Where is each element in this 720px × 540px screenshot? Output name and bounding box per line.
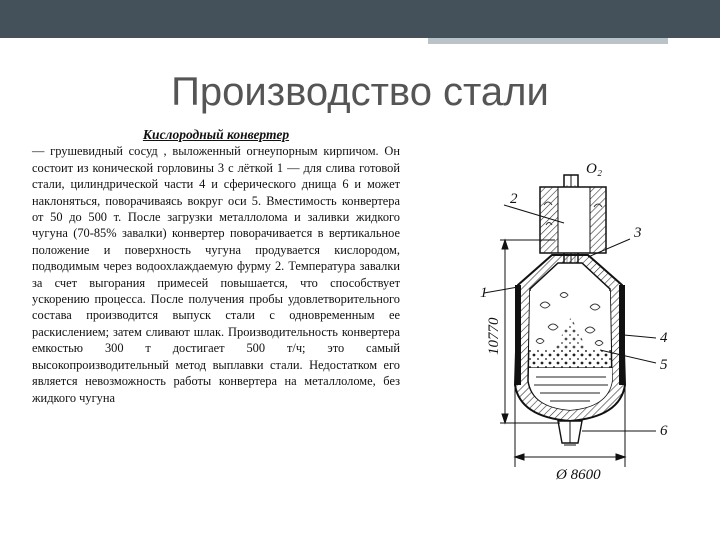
height-dimension-label: 10770	[486, 317, 502, 355]
gas-hood	[540, 187, 606, 253]
description-heading: Кислородный конвертер	[142, 127, 290, 142]
converter-shell	[515, 255, 625, 421]
label-3: 3	[634, 225, 642, 241]
oxygen-label: O₂	[586, 161, 603, 177]
description-block	[32, 127, 400, 406]
description-body: — грушевидный сосуд , выложенный огнеупорным кирпичом. Он состоит из конической горловины 3 с лёткой 1 — для слива готовой стали, цилиндрической части 4 и сферического днища 6 и может наклоняться, поворачиваясь вокруг оси 5. Вместимость конвертера от 50 до 500 т. После загрузки металлолома и заливки жидкого чугуна (70-85% завалки) конвертер поворачивается в вертикальное положение и поверхность чугуна продувается кислородом, подводимым через водоохлаждаемую фурму 2. Температура завалки за счет выгорания примесей повышается, что способствует ускорению процесса. После получения пробы удовлетворительного состава производится выпуск стали с одновременным ее раскислением; затем сливают шлак. Производительность конвертера емкостью 300 т достигает 500 т/ч; это самый высокопроизводительный метод выплавки стали. Недостатком его является невозможность работы конвертера на металлоломе, без жидкого чугуна	[32, 144, 400, 405]
converter-drawing	[460, 145, 710, 490]
label-6: 6	[660, 423, 668, 439]
top-bar	[0, 0, 720, 38]
label-4: 4	[660, 330, 668, 346]
slide-title: Производство стали	[171, 70, 549, 114]
top-bar-accent	[428, 38, 668, 44]
converter-diagram	[460, 145, 710, 490]
label-1: 1	[480, 285, 488, 301]
bottom-nozzle	[558, 421, 582, 445]
label-2: 2	[510, 191, 518, 207]
diameter-dimension-label: Ø 8600	[556, 467, 601, 483]
label-5: 5	[660, 357, 668, 373]
